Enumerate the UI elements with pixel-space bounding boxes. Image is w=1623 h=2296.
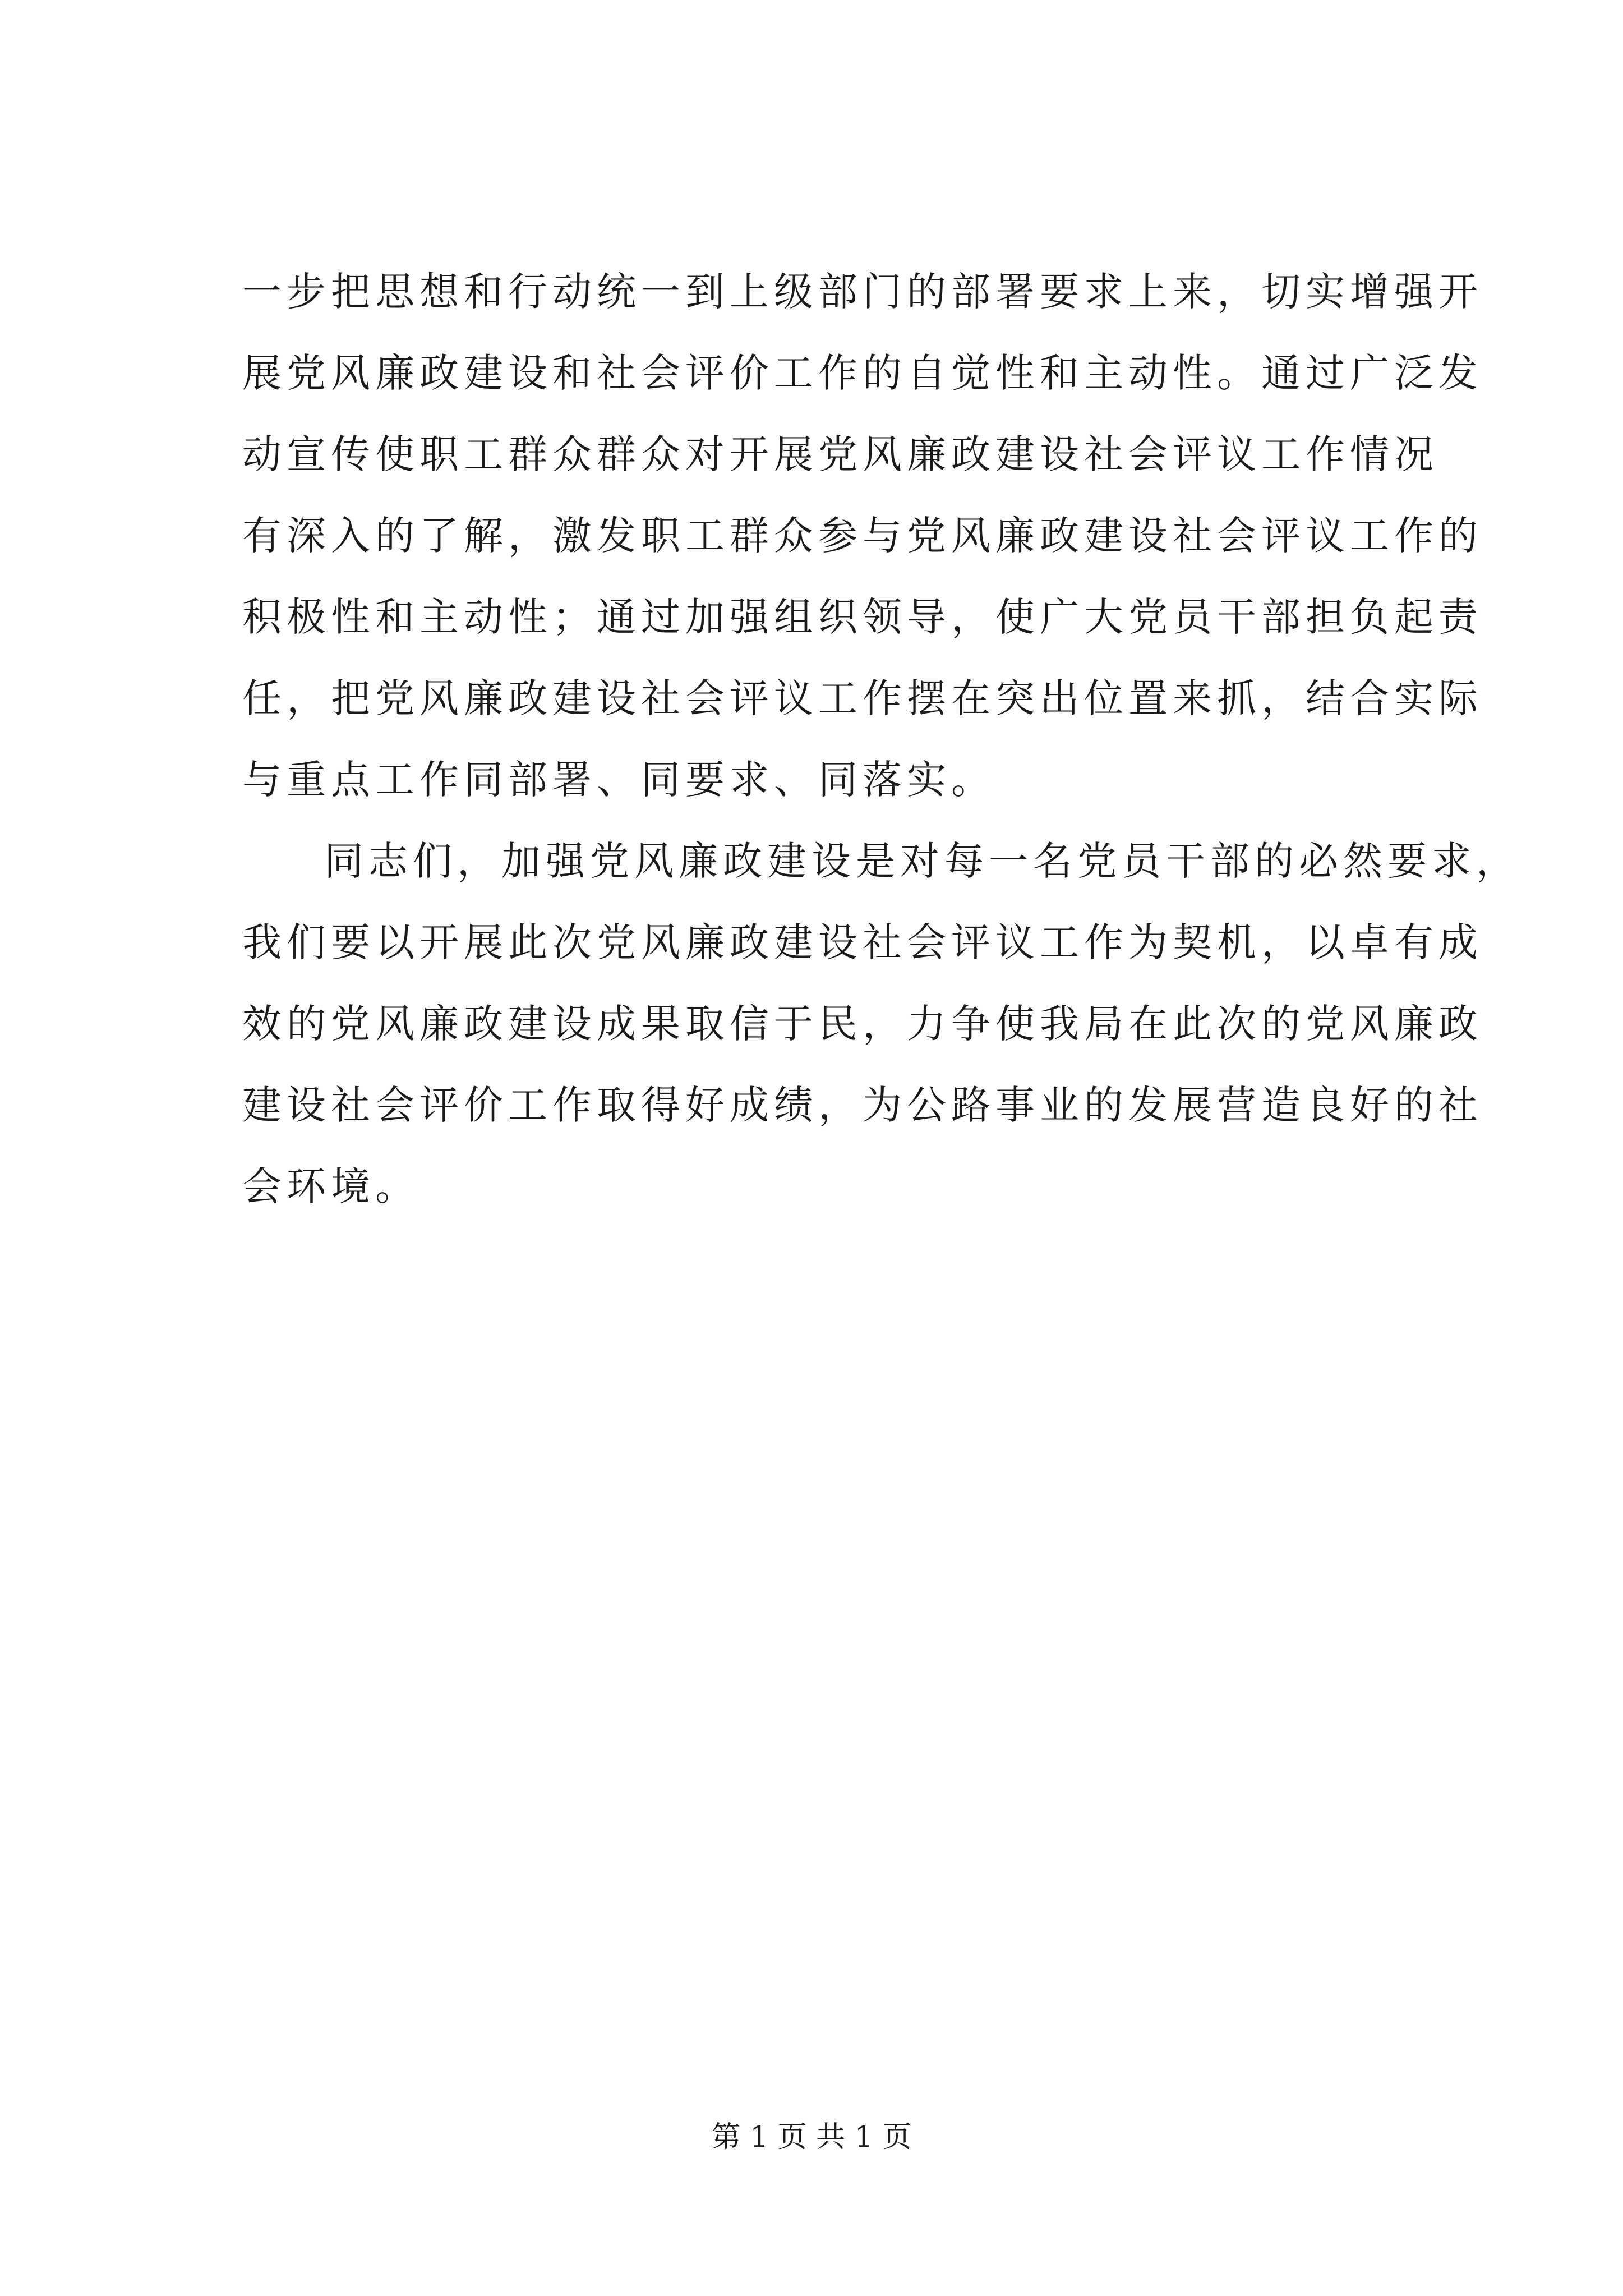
text-line: 与重点工作同部署、同要求、同落实。 — [242, 757, 995, 803]
text-line: 有深入的了解，激发职工群众参与党风廉政建设社会评议工作的 — [242, 513, 1483, 559]
text-line: 会环境。 — [242, 1163, 419, 1209]
text-line: 任，把党风廉政建设社会评议工作摆在突出位置来抓，结合实际 — [242, 675, 1483, 721]
text-line: 积极性和主动性；通过加强组织领导，使广大党员干部担负起责 — [242, 594, 1483, 640]
text-line: 一步把思想和行动统一到上级部门的部署要求上来，切实增强开 — [242, 269, 1483, 315]
text-line: 建设社会评价工作取得好成绩，为公路事业的发展营造良好的社 — [242, 1082, 1483, 1128]
text-line: 展党风廉政建设和社会评价工作的自觉性和主动性。通过广泛发 — [242, 350, 1483, 396]
text-line: 动宣传使职工群众群众对开展党风廉政建设社会评议工作情况 — [242, 431, 1438, 477]
page-number-footer: 第 1 页 共 1 页 — [711, 2120, 912, 2154]
text-line: 效的党风廉政建设成果取信于民，力争使我局在此次的党风廉政 — [242, 1001, 1483, 1047]
paragraph-2 — [242, 821, 1520, 1227]
document-body — [242, 251, 1520, 1227]
paragraph-1 — [242, 251, 1483, 821]
text-line: 我们要以开展此次党风廉政建设社会评议工作为契机，以卓有成 — [242, 919, 1483, 965]
text-line: 同志们，加强党风廉政建设是对每一名党员干部的必然要求， — [324, 838, 1520, 884]
